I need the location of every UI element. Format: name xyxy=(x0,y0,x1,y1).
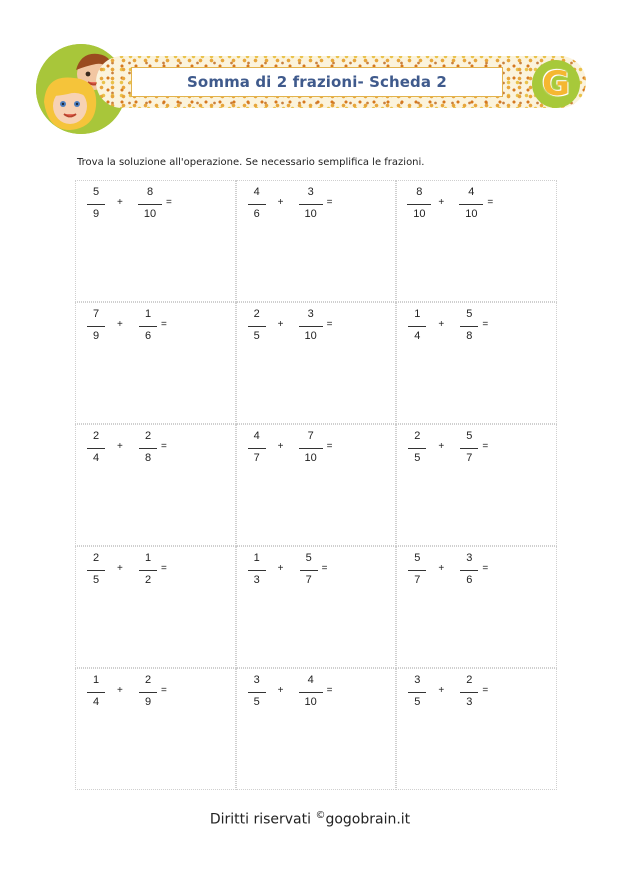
numerator: 3 xyxy=(307,308,314,320)
fraction-bar xyxy=(299,326,323,327)
exercise-cell[interactable] xyxy=(396,546,557,668)
numerator: 3 xyxy=(307,186,314,198)
fraction-expression xyxy=(76,303,236,363)
exercise-cell[interactable] xyxy=(75,668,236,790)
equals-sign: = xyxy=(166,197,172,208)
numerator: 2 xyxy=(414,430,421,442)
numerator: 2 xyxy=(144,674,152,686)
fraction-bar xyxy=(139,326,157,327)
denominator: 8 xyxy=(466,330,473,342)
denominator: 3 xyxy=(253,574,260,586)
exercise-cell[interactable] xyxy=(236,302,397,424)
plus-sign: + xyxy=(438,685,445,696)
fraction-bar xyxy=(460,570,478,571)
fraction-bar xyxy=(460,448,478,449)
plus-sign: + xyxy=(117,685,123,696)
numerator: 8 xyxy=(416,186,423,198)
exercise-cell[interactable] xyxy=(396,180,557,302)
denominator: 7 xyxy=(466,452,473,464)
numerator: 1 xyxy=(92,674,100,686)
exercise-cell[interactable] xyxy=(396,424,557,546)
numerator: 7 xyxy=(307,430,314,442)
footer xyxy=(0,810,620,828)
fraction-bar xyxy=(299,692,323,693)
fraction-bar xyxy=(248,204,266,205)
numerator: 2 xyxy=(144,430,152,442)
denominator: 2 xyxy=(144,574,152,586)
numerator: 1 xyxy=(414,308,421,320)
denominator: 7 xyxy=(305,574,312,586)
fraction-bar xyxy=(87,692,105,693)
numerator: 1 xyxy=(253,552,260,564)
numerator: 4 xyxy=(253,186,260,198)
exercise-cell[interactable] xyxy=(236,668,397,790)
exercise-cell[interactable] xyxy=(75,424,236,546)
numerator: 8 xyxy=(146,186,154,198)
fraction-bar xyxy=(139,448,157,449)
denominator: 4 xyxy=(92,696,100,708)
numerator: 5 xyxy=(466,308,473,320)
equals-sign: = xyxy=(161,685,167,696)
exercise-cell[interactable] xyxy=(236,180,397,302)
fraction-bar xyxy=(407,204,431,205)
plus-sign: + xyxy=(438,319,445,330)
fraction-bar xyxy=(299,448,323,449)
fraction-bar xyxy=(300,570,318,571)
fraction-expression xyxy=(237,181,397,241)
equals-sign: = xyxy=(326,441,333,452)
fraction-expression xyxy=(237,425,397,485)
equals-sign: = xyxy=(482,319,489,330)
fraction-expression xyxy=(237,547,397,607)
denominator: 9 xyxy=(92,208,100,220)
fraction-bar xyxy=(248,448,266,449)
exercise-cell[interactable] xyxy=(75,546,236,668)
plus-sign: + xyxy=(438,563,445,574)
equals-sign: = xyxy=(321,563,328,574)
fraction-bar xyxy=(459,204,483,205)
plus-sign: + xyxy=(277,441,284,452)
plus-sign: + xyxy=(277,197,284,208)
denominator: 10 xyxy=(413,208,426,220)
plus-sign: + xyxy=(117,319,123,330)
numerator: 4 xyxy=(253,430,260,442)
denominator: 5 xyxy=(92,574,100,586)
fraction-bar xyxy=(299,204,323,205)
fraction-expression xyxy=(76,669,236,729)
equals-sign: = xyxy=(161,319,167,330)
footer-site: gogobrain.it xyxy=(325,811,411,828)
fraction-bar xyxy=(408,692,426,693)
fraction-expression xyxy=(397,547,557,607)
fraction-bar xyxy=(460,326,478,327)
fraction-bar xyxy=(87,448,105,449)
equals-sign: = xyxy=(482,441,489,452)
footer-text: Diritti riservati xyxy=(209,811,316,828)
numerator: 5 xyxy=(466,430,473,442)
denominator: 6 xyxy=(253,208,260,220)
numerator: 2 xyxy=(92,430,100,442)
denominator: 5 xyxy=(253,696,260,708)
numerator: 7 xyxy=(92,308,100,320)
numerator: 5 xyxy=(305,552,312,564)
fraction-bar xyxy=(248,570,266,571)
logo-letter: G xyxy=(542,64,570,104)
numerator: 1 xyxy=(144,552,152,564)
numerator: 3 xyxy=(466,552,473,564)
denominator: 7 xyxy=(414,574,421,586)
plus-sign: + xyxy=(277,319,284,330)
numerator: 4 xyxy=(307,674,314,686)
fraction-expression xyxy=(76,425,236,485)
fraction-bar xyxy=(138,204,162,205)
fraction-bar xyxy=(87,326,105,327)
equals-sign: = xyxy=(161,563,167,574)
fraction-bar xyxy=(408,448,426,449)
equals-sign: = xyxy=(482,685,489,696)
fraction-expression xyxy=(397,425,557,485)
numerator: 2 xyxy=(253,308,260,320)
equals-sign: = xyxy=(326,685,333,696)
denominator: 4 xyxy=(414,330,421,342)
numerator: 3 xyxy=(414,674,421,686)
fraction-bar xyxy=(87,204,105,205)
fraction-expression xyxy=(397,669,557,729)
equals-sign: = xyxy=(482,563,489,574)
denominator: 5 xyxy=(414,452,421,464)
numerator: 5 xyxy=(92,186,100,198)
numerator: 3 xyxy=(253,674,260,686)
plus-sign: + xyxy=(117,197,123,208)
fraction-expression xyxy=(397,303,557,363)
denominator: 5 xyxy=(253,330,260,342)
fraction-bar xyxy=(139,570,157,571)
numerator: 2 xyxy=(92,552,100,564)
fraction-expression xyxy=(237,669,397,729)
denominator: 7 xyxy=(253,452,260,464)
plus-sign: + xyxy=(117,563,123,574)
denominator: 10 xyxy=(304,452,317,464)
numerator: 1 xyxy=(144,308,152,320)
page-title: Somma di 2 frazioni- Scheda 2 xyxy=(187,73,447,91)
fraction-expression xyxy=(397,181,557,241)
instruction-text: Trova la soluzione all'operazione. Se necessario semplifica le frazioni. xyxy=(77,157,425,168)
exercise-cell[interactable] xyxy=(75,302,236,424)
denominator: 10 xyxy=(143,208,157,220)
exercise-cell[interactable] xyxy=(396,302,557,424)
fraction-bar xyxy=(460,692,478,693)
numerator: 2 xyxy=(466,674,473,686)
equals-sign: = xyxy=(487,197,494,208)
plus-sign: + xyxy=(117,441,123,452)
fraction-bar xyxy=(139,692,157,693)
fraction-expression xyxy=(237,303,397,363)
plus-sign: + xyxy=(277,685,284,696)
denominator: 6 xyxy=(144,330,152,342)
fraction-bar xyxy=(248,326,266,327)
denominator: 6 xyxy=(466,574,473,586)
fraction-expression xyxy=(76,181,236,241)
denominator: 9 xyxy=(144,696,152,708)
exercise-cell[interactable] xyxy=(236,424,397,546)
denominator: 8 xyxy=(144,452,152,464)
exercise-cell[interactable] xyxy=(75,180,236,302)
denominator: 10 xyxy=(304,208,317,220)
plus-sign: + xyxy=(438,197,445,208)
denominator: 3 xyxy=(466,696,473,708)
denominator: 10 xyxy=(304,696,317,708)
numerator: 4 xyxy=(468,186,475,198)
plus-sign: + xyxy=(277,563,284,574)
fraction-expression xyxy=(76,547,236,607)
equals-sign: = xyxy=(326,319,333,330)
title-box xyxy=(131,67,503,97)
exercise-cell[interactable] xyxy=(236,546,397,668)
exercise-grid xyxy=(75,180,557,790)
fraction-bar xyxy=(248,692,266,693)
denominator: 10 xyxy=(304,330,317,342)
gogobrain-logo xyxy=(532,60,580,108)
fraction-bar xyxy=(408,570,426,571)
denominator: 4 xyxy=(92,452,100,464)
equals-sign: = xyxy=(326,197,333,208)
denominator: 9 xyxy=(92,330,100,342)
fraction-bar xyxy=(87,570,105,571)
fraction-bar xyxy=(408,326,426,327)
equals-sign: = xyxy=(161,441,167,452)
denominator: 10 xyxy=(465,208,478,220)
plus-sign: + xyxy=(438,441,445,452)
copyright-symbol: © xyxy=(315,810,326,821)
numerator: 5 xyxy=(414,552,421,564)
denominator: 5 xyxy=(414,696,421,708)
exercise-cell[interactable] xyxy=(396,668,557,790)
